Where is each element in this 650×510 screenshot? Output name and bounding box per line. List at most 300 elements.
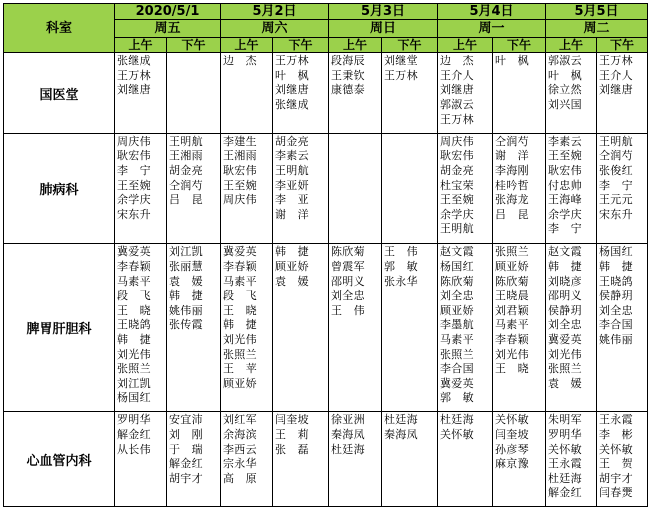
- doctor-name: 刘君颖: [495, 303, 529, 317]
- doctor-list: [382, 53, 437, 83]
- doctor-list: [329, 53, 381, 98]
- doctor-name: 王永霞: [599, 413, 633, 427]
- doctor-name: 冀爱英: [117, 245, 151, 259]
- am-duty-cell: [546, 133, 597, 244]
- doctor-name: 胡金亮: [169, 163, 203, 177]
- date-header: 5月2日: [221, 4, 329, 20]
- pm-duty-cell: [493, 53, 546, 133]
- doctor-name: 王湘雨: [223, 149, 257, 163]
- doctor-list: [597, 134, 647, 223]
- doctor-name: 从长伟: [117, 442, 151, 456]
- department-name: 肺病科: [4, 133, 115, 244]
- doctor-name: 陈欣菊: [440, 274, 474, 288]
- doctor-list: [438, 53, 492, 127]
- doctor-name: 宋东升: [117, 207, 151, 221]
- doctor-name: 张继成: [117, 54, 151, 68]
- pm-duty-cell: [382, 412, 438, 507]
- date-header: 5月4日: [438, 4, 546, 20]
- doctor-name: 余学庆: [548, 207, 582, 221]
- am-duty-cell: [221, 53, 273, 133]
- doctor-name: 胡宇才: [169, 471, 203, 485]
- doctor-list: [438, 134, 492, 237]
- doctor-name: 顾亚娇: [223, 376, 257, 390]
- pm-duty-cell: [597, 53, 648, 133]
- am-duty-cell: [329, 53, 382, 133]
- doctor-name: 杜宝荣: [440, 178, 474, 192]
- doctor-name: 关怀敏: [440, 427, 474, 441]
- doctor-name: 王至婉: [223, 178, 257, 192]
- am-duty-cell: [221, 244, 273, 412]
- doctor-name: 袁 媛: [275, 274, 309, 288]
- doctor-list: [329, 412, 381, 457]
- doctor-name: 姚伟丽: [599, 332, 633, 346]
- doctor-name: 王 伟: [331, 303, 365, 317]
- am-duty-cell: [438, 244, 493, 412]
- doctor-name: 罗明华: [117, 413, 151, 427]
- doctor-list: [221, 244, 272, 391]
- doctor-list: [329, 244, 381, 318]
- am-duty-cell: [329, 412, 382, 507]
- doctor-name: 张海龙: [495, 193, 529, 207]
- am-duty-cell: [329, 133, 382, 244]
- doctor-list: [382, 412, 437, 442]
- doctor-name: 韩 捷: [223, 318, 257, 332]
- am-duty-cell: [546, 53, 597, 133]
- am-duty-cell: [329, 244, 382, 412]
- doctor-list: [167, 134, 220, 208]
- doctor-name: 解金红: [117, 427, 151, 441]
- doctor-list: [597, 244, 647, 347]
- doctor-list: [546, 134, 596, 237]
- doctor-name: 宋东升: [599, 207, 633, 221]
- doctor-name: 王海峰: [548, 193, 582, 207]
- duty-schedule-table: [3, 3, 648, 507]
- doctor-list: [493, 134, 545, 223]
- pm-duty-cell: [382, 53, 438, 133]
- doctor-name: 耿宏伟: [440, 149, 474, 163]
- doctor-name: 段海辰: [331, 54, 365, 68]
- doctor-name: 麻京豫: [495, 457, 529, 471]
- schedule-body: [4, 4, 648, 507]
- am-duty-cell: [115, 53, 167, 133]
- am-header: 上午: [438, 38, 493, 53]
- department-row: [4, 412, 648, 507]
- doctor-name: 张俊红: [599, 163, 633, 177]
- doctor-name: 王秉钦: [331, 68, 365, 82]
- weekday-header: 周二: [546, 20, 648, 38]
- doctor-name: 王永霞: [548, 457, 582, 471]
- doctor-name: 耿宏伟: [548, 163, 582, 177]
- doctor-name: 杜廷海: [331, 442, 365, 456]
- doctor-name: 段 飞: [117, 289, 151, 303]
- doctor-name: 王湘雨: [169, 149, 203, 163]
- pm-duty-cell: [273, 244, 329, 412]
- doctor-name: 王明航: [599, 134, 633, 148]
- doctor-name: 解金红: [548, 486, 582, 500]
- date-header: 5月5日: [546, 4, 648, 20]
- weekday-header: 周五: [115, 20, 221, 38]
- doctor-name: 刘继唐: [275, 83, 309, 97]
- weekday-header: 周日: [329, 20, 438, 38]
- pm-duty-cell: [273, 133, 329, 244]
- doctor-name: 李海刚: [495, 163, 529, 177]
- am-duty-cell: [115, 133, 167, 244]
- doctor-name: 邵明义: [331, 274, 365, 288]
- department-name: 国医堂: [4, 53, 115, 133]
- doctor-name: 边 杰: [440, 54, 474, 68]
- doctor-name: 叶 枫: [495, 54, 529, 68]
- doctor-list: [115, 53, 166, 98]
- doctor-list: [167, 53, 220, 54]
- am-duty-cell: [438, 412, 493, 507]
- doctor-name: 关怀敏: [495, 413, 529, 427]
- doctor-name: 朱明军: [548, 413, 582, 427]
- doctor-name: 徐立然: [548, 83, 582, 97]
- doctor-name: 高 原: [223, 471, 257, 485]
- doctor-name: 李合国: [440, 362, 474, 376]
- am-duty-cell: [221, 412, 273, 507]
- doctor-name: 李建生: [223, 134, 257, 148]
- doctor-name: 王明航: [275, 163, 309, 177]
- doctor-name: 周庆伟: [440, 134, 474, 148]
- doctor-list: [382, 244, 437, 289]
- doctor-name: 张照兰: [117, 362, 151, 376]
- doctor-list: [221, 134, 272, 208]
- doctor-list: [115, 412, 166, 457]
- doctor-name: 仝润芍: [599, 149, 633, 163]
- pm-header: 下午: [273, 38, 329, 53]
- doctor-name: 李春颖: [495, 332, 529, 346]
- doctor-name: 韩 捷: [548, 259, 582, 273]
- doctor-list: [329, 134, 381, 135]
- doctor-name: 王晓鸽: [117, 318, 151, 332]
- doctor-list: [597, 53, 647, 98]
- doctor-list: [438, 412, 492, 442]
- doctor-name: 王介人: [440, 68, 474, 82]
- doctor-name: 李墨航: [440, 318, 474, 332]
- doctor-name: 王至婉: [440, 193, 474, 207]
- doctor-name: 杨国红: [117, 391, 151, 405]
- doctor-name: 刘光伟: [223, 332, 257, 346]
- doctor-name: 王万林: [384, 68, 418, 82]
- doctor-name: 孙彦琴: [495, 442, 529, 456]
- doctor-name: 王 晓: [495, 362, 529, 376]
- doctor-name: 胡金亮: [275, 134, 309, 148]
- doctor-name: 刘红军: [223, 413, 257, 427]
- doctor-list: [115, 244, 166, 406]
- doctor-name: 韩 捷: [275, 245, 309, 259]
- doctor-name: 耿宏伟: [117, 149, 151, 163]
- doctor-name: 李亚妍: [275, 178, 309, 192]
- doctor-list: [273, 244, 328, 289]
- doctor-name: 王 伟: [384, 245, 418, 259]
- doctor-name: 王明航: [440, 222, 474, 236]
- weekday-header: 周六: [221, 20, 329, 38]
- doctor-name: 仝润芍: [169, 178, 203, 192]
- doctor-name: 李西云: [223, 442, 257, 456]
- doctor-name: 余海滨: [223, 427, 257, 441]
- date-header: 5月3日: [329, 4, 438, 20]
- doctor-name: 刘全忠: [548, 318, 582, 332]
- doctor-name: 李 亚: [275, 193, 309, 207]
- doctor-name: 吕 昆: [495, 207, 529, 221]
- pm-duty-cell: [597, 412, 648, 507]
- doctor-name: 冀爱英: [440, 376, 474, 390]
- am-duty-cell: [115, 412, 167, 507]
- doctor-name: 关怀敏: [599, 442, 633, 456]
- doctor-name: 叶 枫: [548, 68, 582, 82]
- doctor-name: 宗永华: [223, 457, 257, 471]
- doctor-name: 王 苹: [223, 362, 257, 376]
- doctor-name: 郭 敏: [440, 391, 474, 405]
- doctor-name: 刘晓彦: [548, 274, 582, 288]
- am-header: 上午: [115, 38, 167, 53]
- doctor-list: [221, 53, 272, 69]
- doctor-name: 耿宏伟: [223, 163, 257, 177]
- doctor-name: 袁 媛: [548, 376, 582, 390]
- doctor-name: 刘 刚: [169, 427, 203, 441]
- doctor-name: 马素平: [495, 318, 529, 332]
- doctor-list: [167, 412, 220, 486]
- doctor-name: 李素云: [275, 149, 309, 163]
- doctor-name: 李春颖: [117, 259, 151, 273]
- doctor-name: 杜廷海: [440, 413, 474, 427]
- doctor-list: [167, 244, 220, 333]
- doctor-name: 康德泰: [331, 83, 365, 97]
- doctor-name: 余学庆: [117, 193, 151, 207]
- am-header: 上午: [546, 38, 597, 53]
- doctor-name: 仝润芍: [495, 134, 529, 148]
- doctor-name: 刘全忠: [331, 289, 365, 303]
- am-duty-cell: [438, 53, 493, 133]
- department-header: 科室: [4, 4, 115, 53]
- department-row: [4, 133, 648, 244]
- doctor-name: 顾亚娇: [440, 303, 474, 317]
- doctor-name: 曾震军: [331, 259, 365, 273]
- doctor-name: 刘江凯: [169, 245, 203, 259]
- doctor-name: 桂吟哲: [495, 178, 529, 192]
- department-name: 脾胃肝胆科: [4, 244, 115, 412]
- doctor-list: [546, 53, 596, 112]
- doctor-list: [115, 134, 166, 223]
- doctor-name: 刘光伟: [117, 347, 151, 361]
- department-row: [4, 53, 648, 133]
- doctor-name: 张传霞: [169, 318, 203, 332]
- doctor-name: 王元元: [599, 193, 633, 207]
- doctor-list: [493, 244, 545, 376]
- doctor-name: 刘江凯: [117, 376, 151, 390]
- pm-duty-cell: [597, 133, 648, 244]
- weekday-header: 周一: [438, 20, 546, 38]
- doctor-name: 韩 捷: [599, 259, 633, 273]
- doctor-name: 王至婉: [548, 149, 582, 163]
- pm-duty-cell: [273, 412, 329, 507]
- doctor-name: 郭淑云: [440, 98, 474, 112]
- doctor-list: [273, 412, 328, 457]
- doctor-name: 付忠帅: [548, 178, 582, 192]
- am-duty-cell: [546, 412, 597, 507]
- doctor-name: 胡宇才: [599, 471, 633, 485]
- doctor-name: 张永华: [384, 274, 418, 288]
- doctor-name: 周庆伟: [117, 134, 151, 148]
- header-date-row: [4, 4, 648, 20]
- doctor-name: 王 贺: [599, 457, 633, 471]
- doctor-name: 侯静玥: [548, 303, 582, 317]
- doctor-name: 段 飞: [223, 289, 257, 303]
- doctor-name: 陈欣菊: [495, 274, 529, 288]
- doctor-name: 王万林: [599, 54, 633, 68]
- doctor-list: [493, 412, 545, 471]
- doctor-name: 张照兰: [440, 347, 474, 361]
- doctor-name: 李合国: [599, 318, 633, 332]
- department-name: 心血管内科: [4, 412, 115, 507]
- doctor-name: 王 晓: [223, 303, 257, 317]
- pm-header: 下午: [597, 38, 648, 53]
- doctor-name: 李春颖: [223, 259, 257, 273]
- doctor-name: 刘全忠: [599, 303, 633, 317]
- doctor-name: 周庆伟: [223, 193, 257, 207]
- doctor-name: 罗明华: [548, 427, 582, 441]
- date-header: 2020/5/1: [115, 4, 221, 20]
- doctor-name: 闫奎坡: [495, 427, 529, 441]
- doctor-name: 张照兰: [548, 362, 582, 376]
- doctor-name: 姚伟丽: [169, 303, 203, 317]
- doctor-name: 李 彬: [599, 427, 633, 441]
- doctor-list: [438, 244, 492, 406]
- doctor-name: 张继成: [275, 98, 309, 112]
- doctor-name: 邵明义: [548, 289, 582, 303]
- doctor-name: 王介人: [599, 68, 633, 82]
- doctor-name: 叶 枫: [275, 68, 309, 82]
- doctor-name: 边 杰: [223, 54, 257, 68]
- pm-duty-cell: [273, 53, 329, 133]
- doctor-name: 张照兰: [223, 347, 257, 361]
- doctor-name: 刘全忠: [440, 289, 474, 303]
- doctor-name: 徐亚洲: [331, 413, 365, 427]
- doctor-name: 陈欣菊: [331, 245, 365, 259]
- doctor-list: [273, 53, 328, 112]
- doctor-name: 李素云: [548, 134, 582, 148]
- doctor-list: [273, 134, 328, 223]
- doctor-name: 冀爱英: [223, 245, 257, 259]
- doctor-name: 杜廷海: [548, 471, 582, 485]
- doctor-name: 谢 洋: [275, 207, 309, 221]
- doctor-name: 刘兴国: [548, 98, 582, 112]
- pm-duty-cell: [167, 133, 221, 244]
- doctor-name: 郭淑云: [548, 54, 582, 68]
- pm-duty-cell: [597, 244, 648, 412]
- doctor-name: 顾亚娇: [495, 259, 529, 273]
- doctor-name: 王明航: [169, 134, 203, 148]
- doctor-name: 王 莉: [275, 427, 309, 441]
- doctor-name: 杜廷海: [384, 413, 418, 427]
- doctor-list: [546, 412, 596, 501]
- pm-duty-cell: [167, 53, 221, 133]
- doctor-name: 谢 洋: [495, 149, 529, 163]
- doctor-name: 王晓晨: [495, 289, 529, 303]
- doctor-name: 王至婉: [117, 178, 151, 192]
- doctor-name: 侯静玥: [599, 289, 633, 303]
- doctor-name: 杨国红: [599, 245, 633, 259]
- doctor-name: 吕 昆: [169, 193, 203, 207]
- doctor-name: 张 磊: [275, 442, 309, 456]
- doctor-name: 马素平: [440, 332, 474, 346]
- doctor-name: 张照兰: [495, 245, 529, 259]
- am-duty-cell: [438, 133, 493, 244]
- doctor-name: 王万林: [440, 112, 474, 126]
- doctor-name: 冀爱英: [548, 332, 582, 346]
- am-duty-cell: [115, 244, 167, 412]
- am-header: 上午: [221, 38, 273, 53]
- doctor-name: 马素平: [223, 274, 257, 288]
- doctor-name: 王万林: [117, 68, 151, 82]
- doctor-name: 关怀敏: [548, 442, 582, 456]
- am-duty-cell: [546, 244, 597, 412]
- doctor-name: 闫春燛: [599, 486, 633, 500]
- pm-duty-cell: [493, 133, 546, 244]
- doctor-name: 李 宁: [548, 222, 582, 236]
- doctor-list: [493, 53, 545, 69]
- doctor-name: 马素平: [117, 274, 151, 288]
- doctor-name: 解金红: [169, 457, 203, 471]
- pm-duty-cell: [167, 244, 221, 412]
- doctor-name: 刘继唐: [117, 83, 151, 97]
- pm-header: 下午: [382, 38, 438, 53]
- doctor-name: 李 宁: [599, 178, 633, 192]
- doctor-list: [597, 412, 647, 501]
- doctor-name: 于 瑞: [169, 442, 203, 456]
- doctor-name: 刘继堂: [384, 54, 418, 68]
- doctor-name: 张丽慧: [169, 259, 203, 273]
- doctor-name: 赵文霞: [548, 245, 582, 259]
- doctor-name: 王 晓: [117, 303, 151, 317]
- pm-duty-cell: [167, 412, 221, 507]
- doctor-name: 赵文霞: [440, 245, 474, 259]
- doctor-name: 秦海凤: [331, 427, 365, 441]
- doctor-name: 刘光伟: [495, 347, 529, 361]
- doctor-name: 郭 敏: [384, 259, 418, 273]
- doctor-name: 安宜沛: [169, 413, 203, 427]
- doctor-name: 王晓鸽: [599, 274, 633, 288]
- doctor-name: 刘光伟: [548, 347, 582, 361]
- doctor-name: 刘继唐: [599, 83, 633, 97]
- pm-duty-cell: [493, 412, 546, 507]
- doctor-list: [546, 244, 596, 391]
- doctor-name: 刘继唐: [440, 83, 474, 97]
- doctor-name: 袁 媛: [169, 274, 203, 288]
- pm-header: 下午: [167, 38, 221, 53]
- doctor-name: 杨国红: [440, 259, 474, 273]
- doctor-name: 闫奎坡: [275, 413, 309, 427]
- pm-header: 下午: [493, 38, 546, 53]
- department-row: [4, 244, 648, 412]
- am-duty-cell: [221, 133, 273, 244]
- doctor-name: 韩 捷: [117, 332, 151, 346]
- pm-duty-cell: [382, 244, 438, 412]
- doctor-name: 李 宁: [117, 163, 151, 177]
- doctor-name: 韩 捷: [169, 289, 203, 303]
- doctor-name: 余学庆: [440, 207, 474, 221]
- doctor-name: 秦海凤: [384, 427, 418, 441]
- doctor-name: 王万林: [275, 54, 309, 68]
- am-header: 上午: [329, 38, 382, 53]
- doctor-list: [382, 134, 437, 135]
- doctor-name: 胡金亮: [440, 163, 474, 177]
- pm-duty-cell: [382, 133, 438, 244]
- pm-duty-cell: [493, 244, 546, 412]
- doctor-name: 顾亚娇: [275, 259, 309, 273]
- doctor-list: [221, 412, 272, 486]
